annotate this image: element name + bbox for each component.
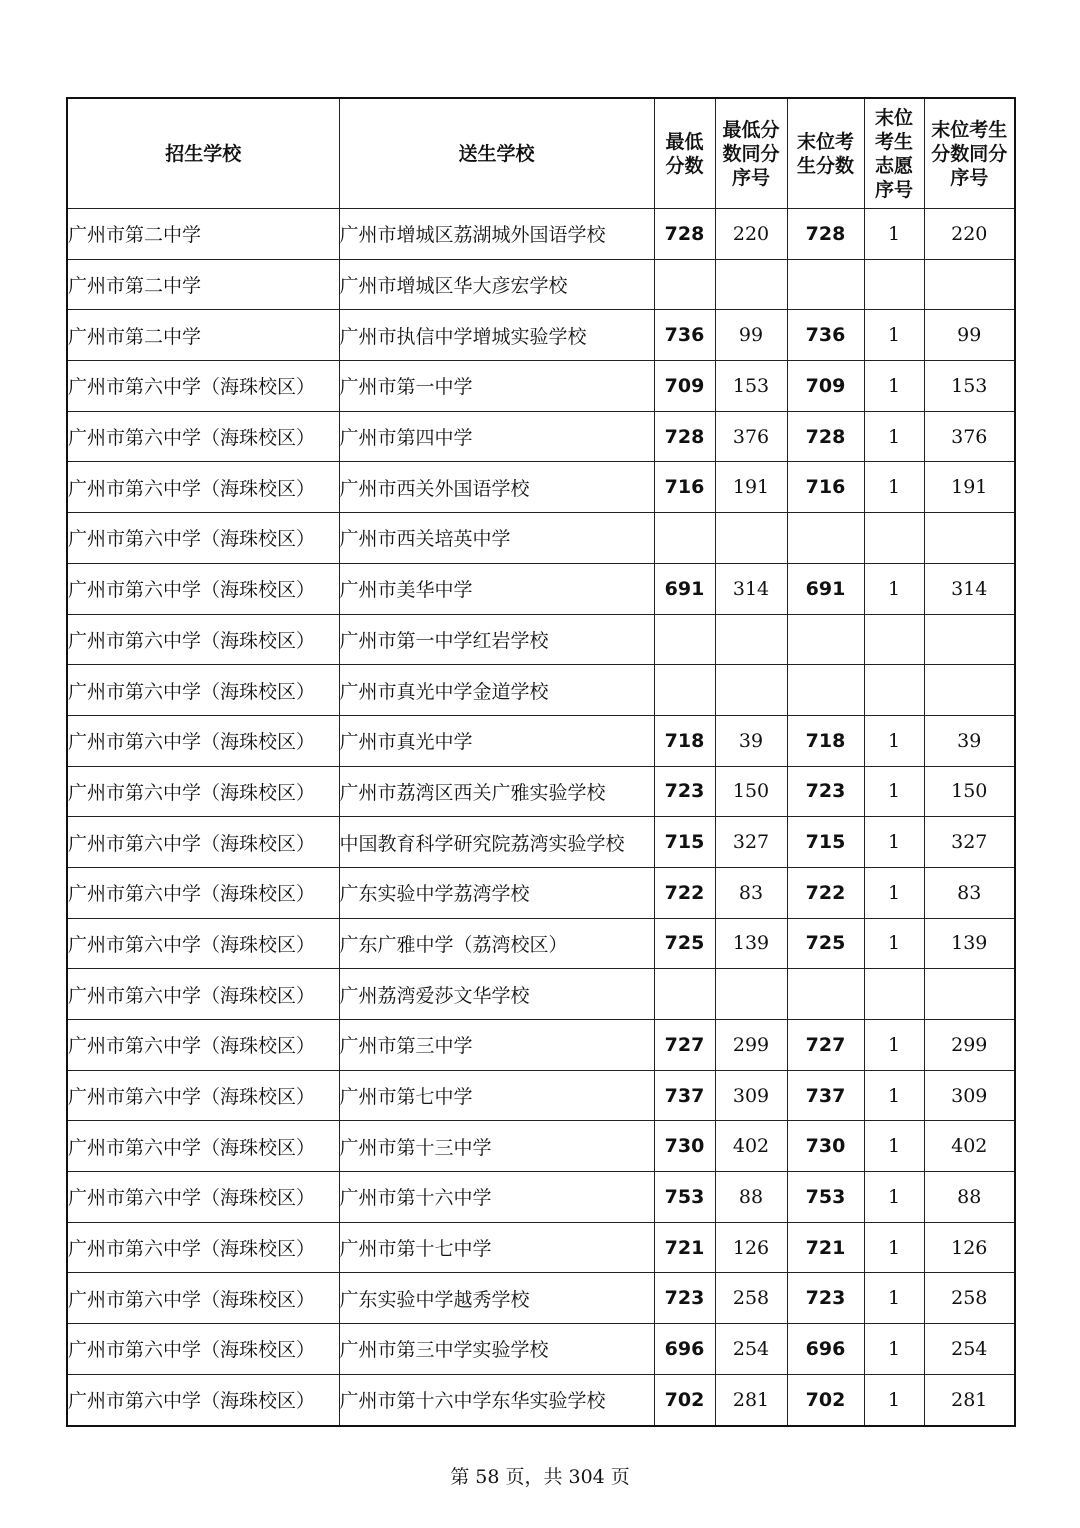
cell-min-score-tie-rank: [715, 969, 787, 1020]
cell-last-score-tie-rank: [924, 969, 1015, 1020]
table-row: [67, 614, 1015, 665]
cell-last-score-tie-rank: [924, 665, 1015, 716]
cell-min-score-tie-rank: [715, 259, 787, 310]
cell-min-score-tie-rank: 254: [715, 1324, 787, 1375]
table-row: [67, 665, 1015, 716]
table-body: [67, 209, 1015, 1426]
table-row: [67, 1222, 1015, 1273]
cell-recruit-school: 广州市第六中学（海珠校区）: [67, 766, 339, 817]
cell-last-score: 725: [787, 918, 864, 969]
table-row: [67, 1273, 1015, 1324]
cell-min-score-tie-rank: 314: [715, 563, 787, 614]
cell-recruit-school: 广州市第六中学（海珠校区）: [67, 563, 339, 614]
cell-min-score: [654, 259, 715, 310]
cell-min-score: 715: [654, 817, 715, 868]
table-row: [67, 411, 1015, 462]
cell-send-school: 广州市西关外国语学校: [339, 462, 654, 513]
cell-last-choice-rank: [864, 614, 924, 665]
cell-recruit-school: 广州市第六中学（海珠校区）: [67, 918, 339, 969]
table-row: [67, 1070, 1015, 1121]
cell-last-choice-rank: [864, 665, 924, 716]
cell-recruit-school: 广州市第二中学: [67, 310, 339, 361]
cell-last-score-tie-rank: 258: [924, 1273, 1015, 1324]
cell-last-score-tie-rank: 39: [924, 715, 1015, 766]
cell-last-choice-rank: 1: [864, 867, 924, 918]
cell-last-score-tie-rank: [924, 259, 1015, 310]
cell-last-score: 702: [787, 1374, 864, 1425]
cell-last-score-tie-rank: 327: [924, 817, 1015, 868]
cell-send-school: 广州市第一中学红岩学校: [339, 614, 654, 665]
cell-last-score: 730: [787, 1121, 864, 1172]
cell-send-school: 广州市真光中学金道学校: [339, 665, 654, 716]
cell-last-choice-rank: 1: [864, 1273, 924, 1324]
cell-last-choice-rank: [864, 513, 924, 564]
table-row: [67, 766, 1015, 817]
header-recruit-school: 招生学校: [67, 98, 339, 209]
table-row: [67, 867, 1015, 918]
cell-last-choice-rank: 1: [864, 918, 924, 969]
cell-min-score: [654, 665, 715, 716]
cell-send-school: 广州市第三中学实验学校: [339, 1324, 654, 1375]
cell-last-choice-rank: 1: [864, 1374, 924, 1425]
cell-recruit-school: 广州市第六中学（海珠校区）: [67, 1172, 339, 1223]
cell-last-choice-rank: 1: [864, 766, 924, 817]
cell-min-score: 725: [654, 918, 715, 969]
cell-last-choice-rank: 1: [864, 1121, 924, 1172]
cell-last-score-tie-rank: 309: [924, 1070, 1015, 1121]
cell-last-score-tie-rank: 150: [924, 766, 1015, 817]
cell-min-score: 723: [654, 766, 715, 817]
cell-min-score: [654, 614, 715, 665]
cell-last-score-tie-rank: 99: [924, 310, 1015, 361]
cell-send-school: 广州市增城区华大彦宏学校: [339, 259, 654, 310]
cell-send-school: 广州市美华中学: [339, 563, 654, 614]
cell-send-school: 广州市第十七中学: [339, 1222, 654, 1273]
cell-send-school: 广东广雅中学（荔湾校区）: [339, 918, 654, 969]
cell-min-score: 737: [654, 1070, 715, 1121]
table-row: [67, 513, 1015, 564]
cell-min-score-tie-rank: 83: [715, 867, 787, 918]
cell-last-choice-rank: 1: [864, 1172, 924, 1223]
cell-send-school: 广东实验中学越秀学校: [339, 1273, 654, 1324]
cell-last-score: [787, 665, 864, 716]
header-send-school: 送生学校: [339, 98, 654, 209]
cell-last-choice-rank: 1: [864, 1324, 924, 1375]
cell-min-score: 727: [654, 1020, 715, 1071]
cell-recruit-school: 广州市第二中学: [67, 259, 339, 310]
table-row: [67, 1020, 1015, 1071]
cell-last-choice-rank: 1: [864, 817, 924, 868]
cell-min-score: 716: [654, 462, 715, 513]
table-row: [67, 1374, 1015, 1425]
cell-last-choice-rank: 1: [864, 361, 924, 412]
cell-last-score-tie-rank: 254: [924, 1324, 1015, 1375]
cell-last-score-tie-rank: 220: [924, 209, 1015, 260]
cell-min-score: 728: [654, 411, 715, 462]
header-min-score: 最低分数: [654, 98, 715, 209]
cell-send-school: 广州市第一中学: [339, 361, 654, 412]
cell-recruit-school: 广州市第六中学（海珠校区）: [67, 462, 339, 513]
cell-last-score-tie-rank: 153: [924, 361, 1015, 412]
table-row: [67, 918, 1015, 969]
cell-recruit-school: 广州市第六中学（海珠校区）: [67, 1121, 339, 1172]
cell-last-score: 721: [787, 1222, 864, 1273]
cell-min-score: 730: [654, 1121, 715, 1172]
table-row: [67, 310, 1015, 361]
cell-recruit-school: 广州市第六中学（海珠校区）: [67, 513, 339, 564]
cell-recruit-school: 广州市第六中学（海珠校区）: [67, 1070, 339, 1121]
cell-min-score-tie-rank: 327: [715, 817, 787, 868]
cell-last-score: 709: [787, 361, 864, 412]
cell-min-score-tie-rank: [715, 513, 787, 564]
cell-last-score: 723: [787, 766, 864, 817]
cell-min-score-tie-rank: 402: [715, 1121, 787, 1172]
cell-last-score: 736: [787, 310, 864, 361]
cell-recruit-school: 广州市第六中学（海珠校区）: [67, 1374, 339, 1425]
cell-min-score-tie-rank: 39: [715, 715, 787, 766]
cell-recruit-school: 广州市第六中学（海珠校区）: [67, 969, 339, 1020]
cell-min-score: 721: [654, 1222, 715, 1273]
cell-last-choice-rank: [864, 259, 924, 310]
cell-last-score: 728: [787, 209, 864, 260]
cell-min-score-tie-rank: [715, 614, 787, 665]
cell-recruit-school: 广州市第六中学（海珠校区）: [67, 715, 339, 766]
cell-send-school: 广州荔湾爱莎文华学校: [339, 969, 654, 1020]
table-row: [67, 209, 1015, 260]
cell-last-score: [787, 969, 864, 1020]
cell-min-score: 753: [654, 1172, 715, 1223]
cell-last-choice-rank: [864, 969, 924, 1020]
cell-min-score: 702: [654, 1374, 715, 1425]
cell-last-choice-rank: 1: [864, 1020, 924, 1071]
table-row: [67, 563, 1015, 614]
cell-recruit-school: 广州市第六中学（海珠校区）: [67, 1020, 339, 1071]
cell-last-score: 696: [787, 1324, 864, 1375]
cell-min-score: 709: [654, 361, 715, 412]
cell-last-score-tie-rank: 402: [924, 1121, 1015, 1172]
cell-min-score-tie-rank: 99: [715, 310, 787, 361]
cell-send-school: 广州市第十六中学: [339, 1172, 654, 1223]
cell-last-score: 737: [787, 1070, 864, 1121]
cell-min-score: 722: [654, 867, 715, 918]
cell-last-score: 753: [787, 1172, 864, 1223]
cell-last-score: 718: [787, 715, 864, 766]
cell-recruit-school: 广州市第六中学（海珠校区）: [67, 817, 339, 868]
cell-send-school: 广州市增城区荔湖城外国语学校: [339, 209, 654, 260]
cell-last-score: 716: [787, 462, 864, 513]
cell-min-score-tie-rank: 139: [715, 918, 787, 969]
cell-min-score-tie-rank: 88: [715, 1172, 787, 1223]
cell-last-score-tie-rank: 281: [924, 1374, 1015, 1425]
table-row: [67, 259, 1015, 310]
cell-last-score-tie-rank: 126: [924, 1222, 1015, 1273]
cell-send-school: 广州市第十三中学: [339, 1121, 654, 1172]
cell-min-score-tie-rank: 281: [715, 1374, 787, 1425]
cell-send-school: 广州市执信中学增城实验学校: [339, 310, 654, 361]
cell-last-score-tie-rank: 191: [924, 462, 1015, 513]
cell-send-school: 广州市第十六中学东华实验学校: [339, 1374, 654, 1425]
cell-last-choice-rank: 1: [864, 411, 924, 462]
table-row: [67, 1121, 1015, 1172]
cell-min-score: 728: [654, 209, 715, 260]
table-row: [67, 969, 1015, 1020]
cell-min-score: 718: [654, 715, 715, 766]
cell-last-score: 723: [787, 1273, 864, 1324]
cell-min-score-tie-rank: 258: [715, 1273, 787, 1324]
cell-send-school: 广州市第七中学: [339, 1070, 654, 1121]
cell-recruit-school: 广州市第六中学（海珠校区）: [67, 1222, 339, 1273]
cell-recruit-school: 广州市第二中学: [67, 209, 339, 260]
cell-min-score-tie-rank: 299: [715, 1020, 787, 1071]
cell-min-score-tie-rank: 191: [715, 462, 787, 513]
cell-send-school: 广州市第四中学: [339, 411, 654, 462]
cell-last-score-tie-rank: [924, 614, 1015, 665]
table-row: [67, 462, 1015, 513]
cell-last-score-tie-rank: 139: [924, 918, 1015, 969]
cell-last-score: 728: [787, 411, 864, 462]
cell-min-score: 691: [654, 563, 715, 614]
cell-min-score-tie-rank: 309: [715, 1070, 787, 1121]
table-row: [67, 715, 1015, 766]
cell-min-score-tie-rank: [715, 665, 787, 716]
header-row: [67, 98, 1015, 209]
cell-last-score-tie-rank: [924, 513, 1015, 564]
cell-recruit-school: 广州市第六中学（海珠校区）: [67, 411, 339, 462]
cell-min-score: 696: [654, 1324, 715, 1375]
cell-last-choice-rank: 1: [864, 563, 924, 614]
cell-last-score: [787, 614, 864, 665]
cell-recruit-school: 广州市第六中学（海珠校区）: [67, 361, 339, 412]
cell-last-score: 715: [787, 817, 864, 868]
score-table: [66, 97, 1016, 1427]
cell-recruit-school: 广州市第六中学（海珠校区）: [67, 614, 339, 665]
cell-send-school: 广州市第三中学: [339, 1020, 654, 1071]
table-row: [67, 1324, 1015, 1375]
header-last-score: 末位考生分数: [787, 98, 864, 209]
cell-last-score: [787, 513, 864, 564]
cell-last-choice-rank: 1: [864, 715, 924, 766]
cell-min-score: 723: [654, 1273, 715, 1324]
cell-min-score-tie-rank: 153: [715, 361, 787, 412]
cell-recruit-school: 广州市第六中学（海珠校区）: [67, 1273, 339, 1324]
header-min-score-tie-rank: 最低分数同分序号: [715, 98, 787, 209]
cell-send-school: 中国教育科学研究院荔湾实验学校: [339, 817, 654, 868]
page-number: 第 58 页，共 304 页: [450, 1466, 630, 1488]
cell-last-choice-rank: 1: [864, 1222, 924, 1273]
cell-last-score-tie-rank: 376: [924, 411, 1015, 462]
cell-last-choice-rank: 1: [864, 209, 924, 260]
cell-min-score: [654, 969, 715, 1020]
header-last-choice-rank: 末位考生志愿序号: [864, 98, 924, 209]
cell-send-school: 广州市荔湾区西关广雅实验学校: [339, 766, 654, 817]
table-row: [67, 361, 1015, 412]
cell-min-score-tie-rank: 220: [715, 209, 787, 260]
cell-min-score-tie-rank: 150: [715, 766, 787, 817]
cell-recruit-school: 广州市第六中学（海珠校区）: [67, 867, 339, 918]
cell-min-score-tie-rank: 126: [715, 1222, 787, 1273]
cell-last-score-tie-rank: 299: [924, 1020, 1015, 1071]
cell-last-choice-rank: 1: [864, 310, 924, 361]
cell-recruit-school: 广州市第六中学（海珠校区）: [67, 665, 339, 716]
cell-last-score-tie-rank: 83: [924, 867, 1015, 918]
cell-last-choice-rank: 1: [864, 462, 924, 513]
cell-last-choice-rank: 1: [864, 1070, 924, 1121]
table-row: [67, 1172, 1015, 1223]
cell-send-school: 广州市真光中学: [339, 715, 654, 766]
cell-last-score-tie-rank: 88: [924, 1172, 1015, 1223]
cell-last-score: [787, 259, 864, 310]
cell-min-score-tie-rank: 376: [715, 411, 787, 462]
cell-send-school: 广州市西关培英中学: [339, 513, 654, 564]
cell-last-score: 691: [787, 563, 864, 614]
table-row: [67, 817, 1015, 868]
cell-last-score: 722: [787, 867, 864, 918]
cell-last-score: 727: [787, 1020, 864, 1071]
cell-recruit-school: 广州市第六中学（海珠校区）: [67, 1324, 339, 1375]
cell-send-school: 广东实验中学荔湾学校: [339, 867, 654, 918]
cell-last-score-tie-rank: 314: [924, 563, 1015, 614]
cell-min-score: [654, 513, 715, 564]
table-header: [67, 98, 1015, 209]
header-last-score-tie-rank: 末位考生分数同分序号: [924, 98, 1015, 209]
cell-min-score: 736: [654, 310, 715, 361]
